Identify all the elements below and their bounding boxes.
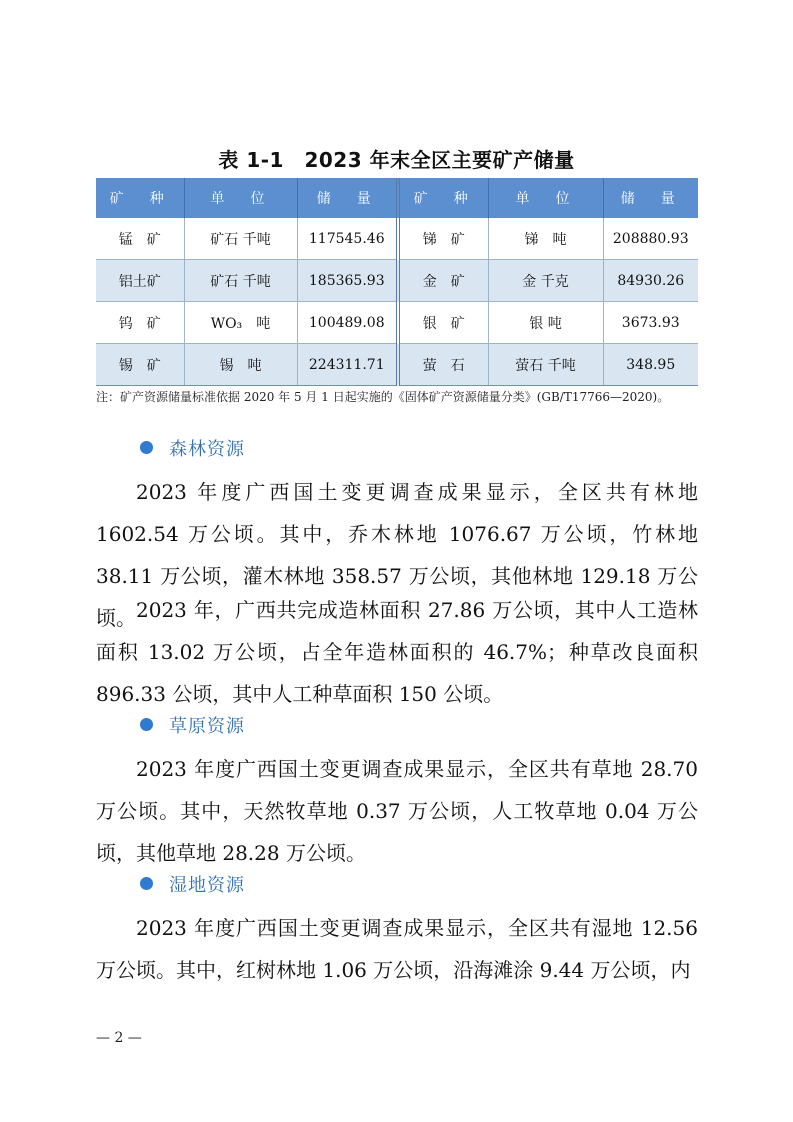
table-cell: 萤石 千吨: [488, 344, 603, 386]
table-cell: 3673.93: [603, 302, 698, 344]
bullet-icon: [140, 441, 153, 454]
bullet-icon: [140, 877, 153, 890]
table-cell: 锡 吨: [184, 344, 297, 386]
table-cell: 224311.71: [297, 344, 398, 386]
paragraph: 2023 年度广西国土变更调查成果显示，全区共有草地 28.70 万公顷。其中，天然牧草地 0.37 万公顷，人工牧草地 0.04 万公顷，其他草地 28.28 万公顷。: [96, 757, 698, 865]
header-reserve: 储 量: [297, 178, 398, 218]
mineral-reserves-table: [96, 178, 698, 386]
table-cell: 萤 石: [398, 344, 488, 386]
table-cell: 348.95: [603, 344, 698, 386]
section-heading-forest: [140, 438, 245, 462]
table-cell: WO₃ 吨: [184, 302, 297, 344]
header-mineral: 矿 种: [398, 178, 488, 218]
paragraph: 2023 年度广西国土变更调查成果显示，全区共有湿地 12.56 万公顷。其中，红树林地 1.06 万公顷，沿海滩涂 9.44 万公顷，内: [96, 916, 698, 982]
section-title: 草原资源: [169, 716, 245, 737]
table-row: [96, 344, 698, 386]
table-title: 表 1-1 2023 年末全区主要矿产储量: [218, 148, 575, 172]
table-cell: 锰 矿: [96, 218, 184, 260]
table-cell: 矿石 千吨: [184, 218, 297, 260]
section-title: 湿地资源: [169, 875, 245, 896]
header-unit: 单 位: [184, 178, 297, 218]
table-cell: 银 矿: [398, 302, 488, 344]
table-cell: 84930.26: [603, 260, 698, 302]
table-cell: 金 千克: [488, 260, 603, 302]
table-cell: 100489.08: [297, 302, 398, 344]
table-row: [96, 260, 698, 302]
table-cell: 金 矿: [398, 260, 488, 302]
paragraph: 2023 年度广西国土变更调查成果显示，全区共有林地 1602.54 万公顷。其中，乔木林地 1076.67 万公顷，竹林地 38.11 万公顷，灌木林地 358.57 万公顷，其他林地 129.18 万公顷。: [96, 480, 698, 630]
header-unit: 单 位: [488, 178, 603, 218]
bullet-icon: [140, 718, 153, 731]
table-cell: 锑 吨: [488, 218, 603, 260]
table-cell: 185365.93: [297, 260, 398, 302]
table-cell: 117545.46: [297, 218, 398, 260]
paragraph: 2023 年，广西共完成造林面积 27.86 万公顷，其中人工造林面积 13.02 万公顷，占全年造林面积的 46.7%；种草改良面积 896.33 公顷，其中人工种草面积 150 公顷。: [96, 598, 698, 706]
table-cell: 钨 矿: [96, 302, 184, 344]
table-cell: 铝土矿: [96, 260, 184, 302]
table-cell: 锑 矿: [398, 218, 488, 260]
section-title: 森林资源: [169, 439, 245, 460]
table-cell: 208880.93: [603, 218, 698, 260]
page-number: — 2 —: [96, 1030, 142, 1046]
table-note: 注：矿产资源储量标准依据 2020 年 5 月 1 日起实施的《固体矿产资源储量分类》(GB/T17766—2020)。: [96, 390, 670, 404]
table-cell: 矿石 千吨: [184, 260, 297, 302]
section-heading-wetland: [140, 874, 245, 898]
table-row: [96, 218, 698, 260]
header-reserve: 储 量: [603, 178, 698, 218]
table-row: [96, 302, 698, 344]
table-cell: 银 吨: [488, 302, 603, 344]
section-heading-grassland: [140, 715, 245, 739]
table-header-row: [96, 178, 698, 218]
table-cell: 锡 矿: [96, 344, 184, 386]
header-mineral: 矿 种: [96, 178, 184, 218]
